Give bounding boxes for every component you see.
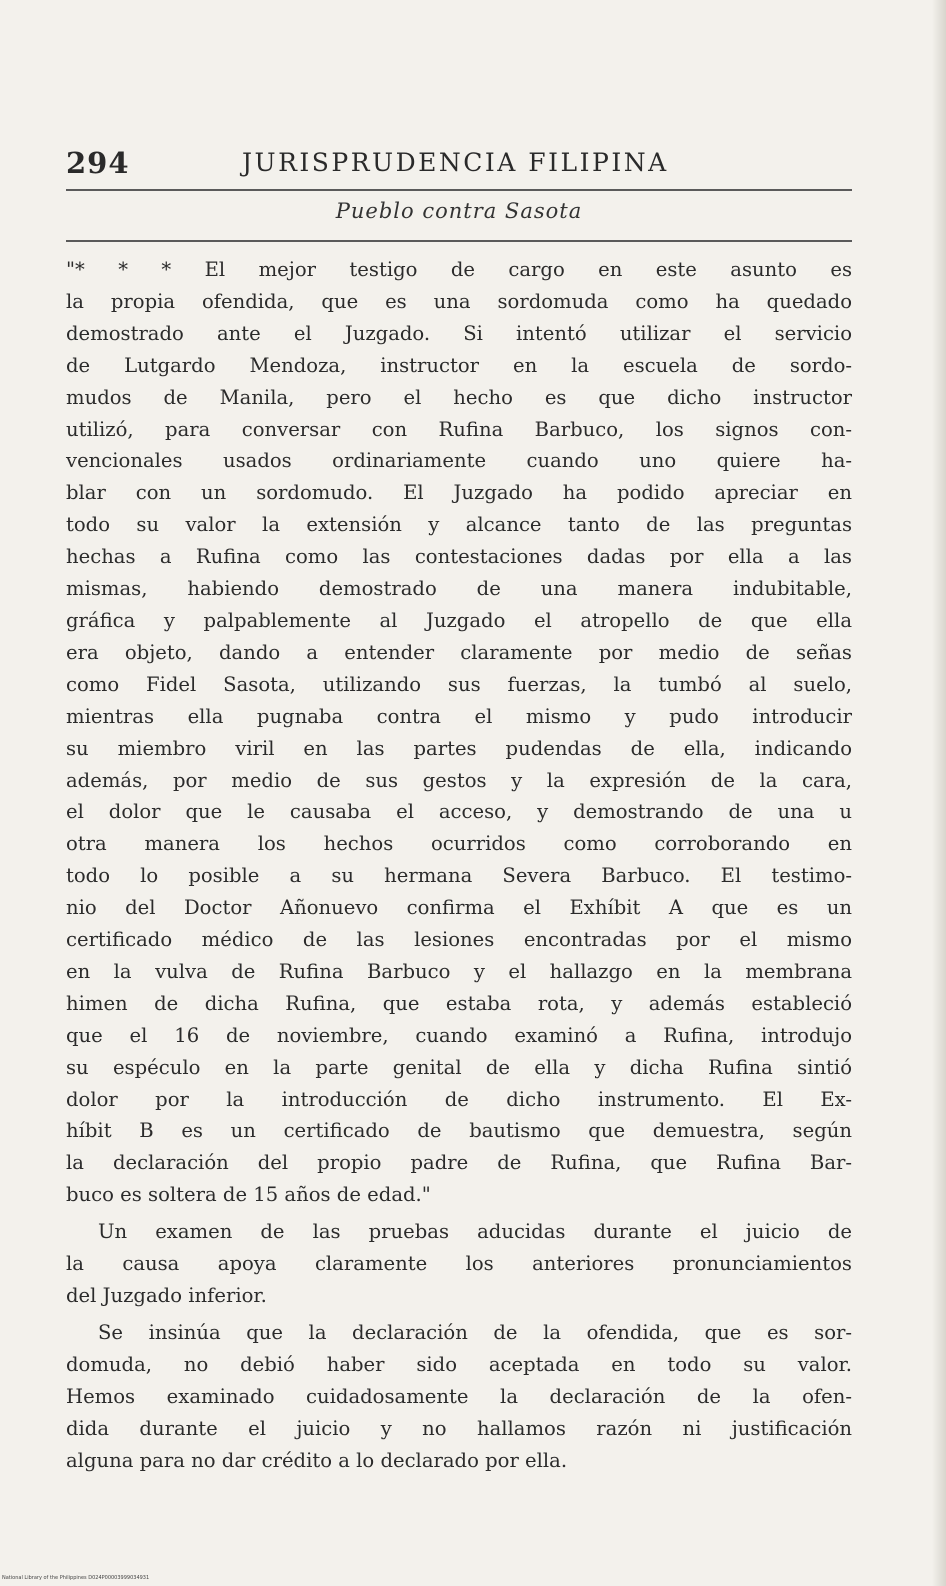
text-line: gráfica y palpablemente al Juzgado el atropello de que ella (66, 608, 852, 632)
text-line: que el 16 de noviembre, cuando examinó a Rufina, introdujo (66, 1023, 852, 1047)
text-line: dolor por la introducción de dicho instrumento. El Ex- (66, 1087, 852, 1111)
text-line: utilizó, para conversar con Rufina Barbuco, los signos con- (66, 417, 852, 441)
text-line: otra manera los hechos ocurridos como corroborando en (66, 832, 852, 856)
library-footer: National Library of the Philippines D024P00003999034931 (2, 1575, 150, 1581)
text-line: Hemos examinado cuidadosamente la declaración de la ofen- (66, 1384, 852, 1408)
text-line: del Juzgado inferior. (66, 1284, 267, 1307)
paragraph (66, 1216, 852, 1312)
body-text (66, 254, 852, 1476)
paragraph (66, 1317, 852, 1477)
paragraph (66, 254, 852, 1211)
text-line: demostrado ante el Juzgado. Si intentó utilizar el servicio (66, 321, 852, 345)
text-line: alguna para no dar crédito a lo declarado por ella. (66, 1448, 568, 1472)
text-line: su espéculo en la parte genital de ella y dicha Rufina sintió (66, 1055, 852, 1079)
text-line: Un examen de las pruebas aducidas durante el juicio de (98, 1220, 852, 1244)
text-line: la declaración del propio padre de Rufina, que Rufina Bar- (66, 1151, 852, 1175)
text-line: era objeto, dando a entender claramente por medio de señas (66, 640, 852, 664)
text-line: además, por medio de sus gestos y la expresión de la cara, (66, 768, 852, 792)
header-rule-top (66, 189, 852, 191)
page-edge-shadow (932, 0, 946, 1586)
text-line: en la vulva de Rufina Barbuco y el hallazgo en la membrana (66, 959, 852, 983)
page-header (66, 142, 851, 186)
text-line: nio del Doctor Añonuevo confirma el Exhíbit A que es un (66, 896, 852, 920)
text-line: como Fidel Sasota, utilizando sus fuerzas, la tumbó al suelo, (66, 672, 852, 696)
text-line: himen de dicha Rufina, que estaba rota, y además estableció (66, 991, 852, 1015)
text-line: mientras ella pugnaba contra el mismo y pudo introducir (66, 704, 852, 728)
text-line: "* * * El mejor testigo de cargo en este asunto es (66, 258, 852, 281)
page-number: 294 (66, 146, 130, 180)
text-line: dida durante el juicio y no hallamos razón ni justificación (66, 1416, 852, 1440)
text-line: la causa apoya claramente los anteriores pronunciamientos (66, 1252, 852, 1276)
text-line: vencionales usados ordinariamente cuando uno quiere ha- (66, 449, 852, 473)
text-line: buco es soltera de 15 años de edad." (66, 1183, 431, 1207)
text-line: hechas a Rufina como las contestaciones dadas por ella a las (66, 545, 852, 569)
text-line: blar con un sordomudo. El Juzgado ha podido apreciar en (66, 481, 852, 505)
running-title: JURISPRUDENCIA FILIPINA (242, 148, 669, 177)
text-line: Se insinúa que la declaración de la ofendida, que es sor- (98, 1320, 852, 1344)
text-line: todo lo posible a su hermana Severa Barbuco. El testimo- (66, 864, 852, 888)
text-line: híbit B es un certificado de bautismo que demuestra, según (66, 1119, 852, 1143)
text-line: de Lutgardo Mendoza, instructor en la escuela de sordo- (66, 353, 852, 377)
text-line: su miembro viril en las partes pudendas de ella, indicando (66, 736, 852, 760)
text-line: certificado médico de las lesiones encontradas por el mismo (66, 928, 852, 952)
header-rule-bottom (66, 240, 852, 242)
case-title: Pueblo contra Sasota (335, 199, 583, 223)
text-line: mudos de Manila, pero el hecho es que dicho instructor (66, 385, 852, 409)
text-line: el dolor que le causaba el acceso, y demostrando de una u (66, 800, 852, 824)
text-line: mismas, habiendo demostrado de una manera indubitable, (66, 577, 852, 601)
text-line: la propia ofendida, que es una sordomuda como ha quedado (66, 289, 852, 313)
text-line: domuda, no debió haber sido aceptada en todo su valor. (66, 1352, 852, 1376)
text-line: todo su valor la extensión y alcance tanto de las preguntas (66, 513, 852, 537)
